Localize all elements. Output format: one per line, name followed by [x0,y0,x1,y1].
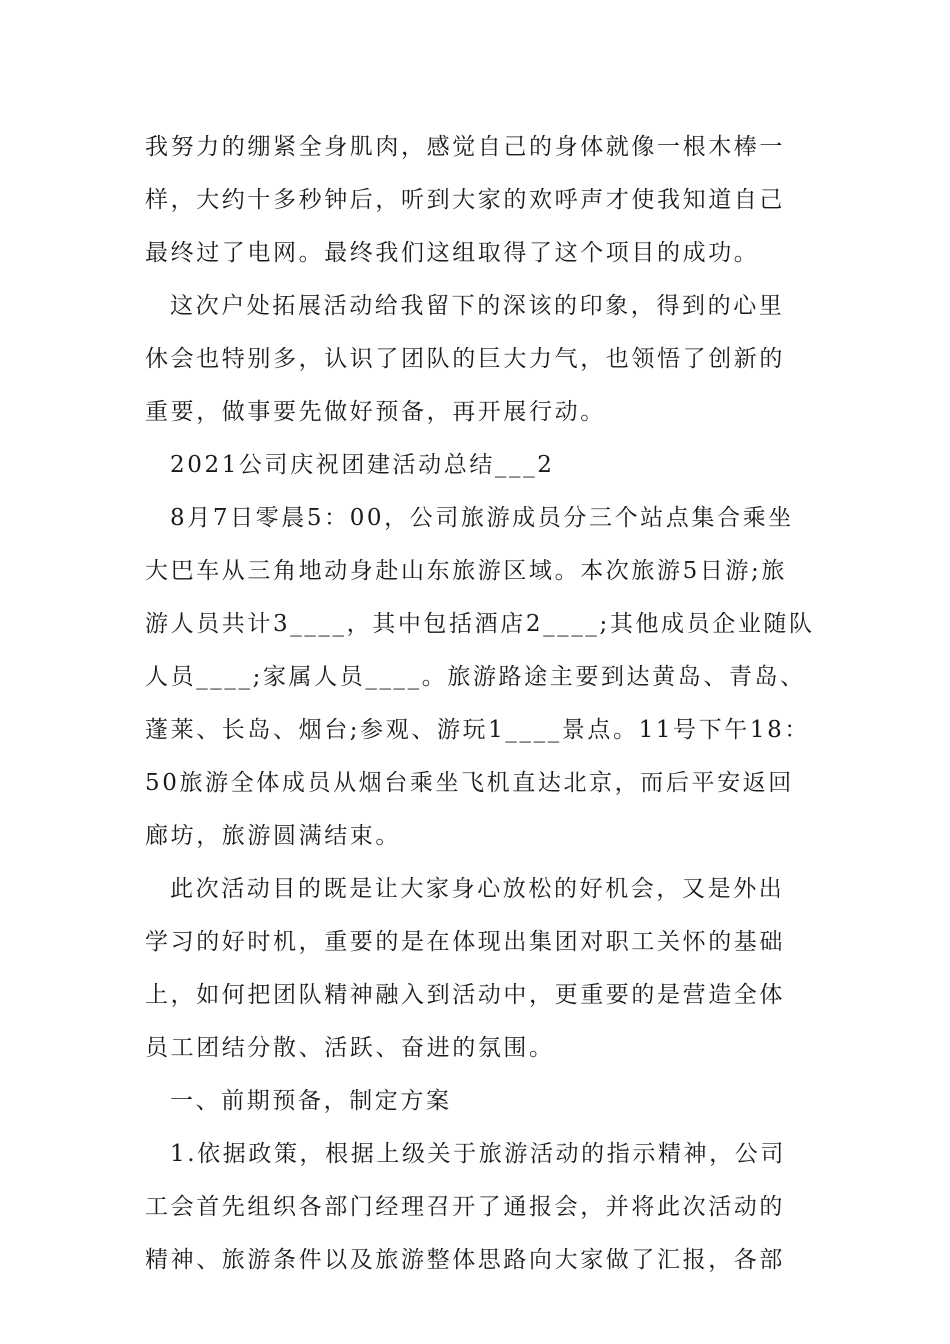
text-line: 样，大约十多秒钟后，听到大家的欢呼声才使我知道自己 [145,187,785,213]
text-line: 上，如何把团队精神融入到活动中，更重要的是营造全体 [145,982,785,1008]
text-line: 学习的好时机，重要的是在体现出集团对职工关怀的基础 [145,929,785,955]
text-line: 大巴车从三角地动身赴山东旅游区域。本次旅游5日游;旅 [145,558,787,584]
text-line: 廊坊，旅游圆满结束。 [145,823,401,849]
paragraph-start-line: 这次户处拓展活动给我留下的深该的印象，得到的心里 [170,293,785,319]
text-line: 我努力的绷紧全身肌肉，感觉自己的身体就像一根木棒一 [145,134,785,160]
text-line: 人员____;家属人员____。旅游路途主要到达黄岛、青岛、 [145,664,806,690]
section-heading: 2021公司庆祝团建活动总结___2 [170,452,555,478]
paragraph-start-line: 8月7日零晨5：00，公司旅游成员分三个站点集合乘坐 [170,505,794,531]
text-line: 员工团结分散、活跃、奋进的氛围。 [145,1035,555,1061]
text-line: 游人员共计3____，其中包括酒店2____;其他成员企业随队 [145,611,815,637]
text-line: 蓬莱、长岛、烟台;参观、游玩1____景点。11号下午18： [145,717,810,743]
text-line: 50旅游全体成员从烟台乘坐飞机直达北京，而后平安返回 [145,770,794,796]
paragraph-start-line: 1.依据政策，根据上级关于旅游活动的指示精神，公司 [170,1141,786,1167]
text-line: 工会首先组织各部门经理召开了通报会，并将此次活动的 [145,1194,785,1220]
section-heading: 一、前期预备，制定方案 [170,1088,452,1114]
text-line: 精神、旅游条件以及旅游整体思路向大家做了汇报，各部 [145,1247,785,1273]
text-line: 重要，做事要先做好预备，再开展行动。 [145,399,606,425]
text-line: 最终过了电网。最终我们这组取得了这个项目的成功。 [145,240,760,266]
paragraph-start-line: 此次活动目的既是让大家身心放松的好机会，又是外出 [170,876,785,902]
text-line: 休会也特别多，认识了团队的巨大力气，也领悟了创新的 [145,346,785,372]
